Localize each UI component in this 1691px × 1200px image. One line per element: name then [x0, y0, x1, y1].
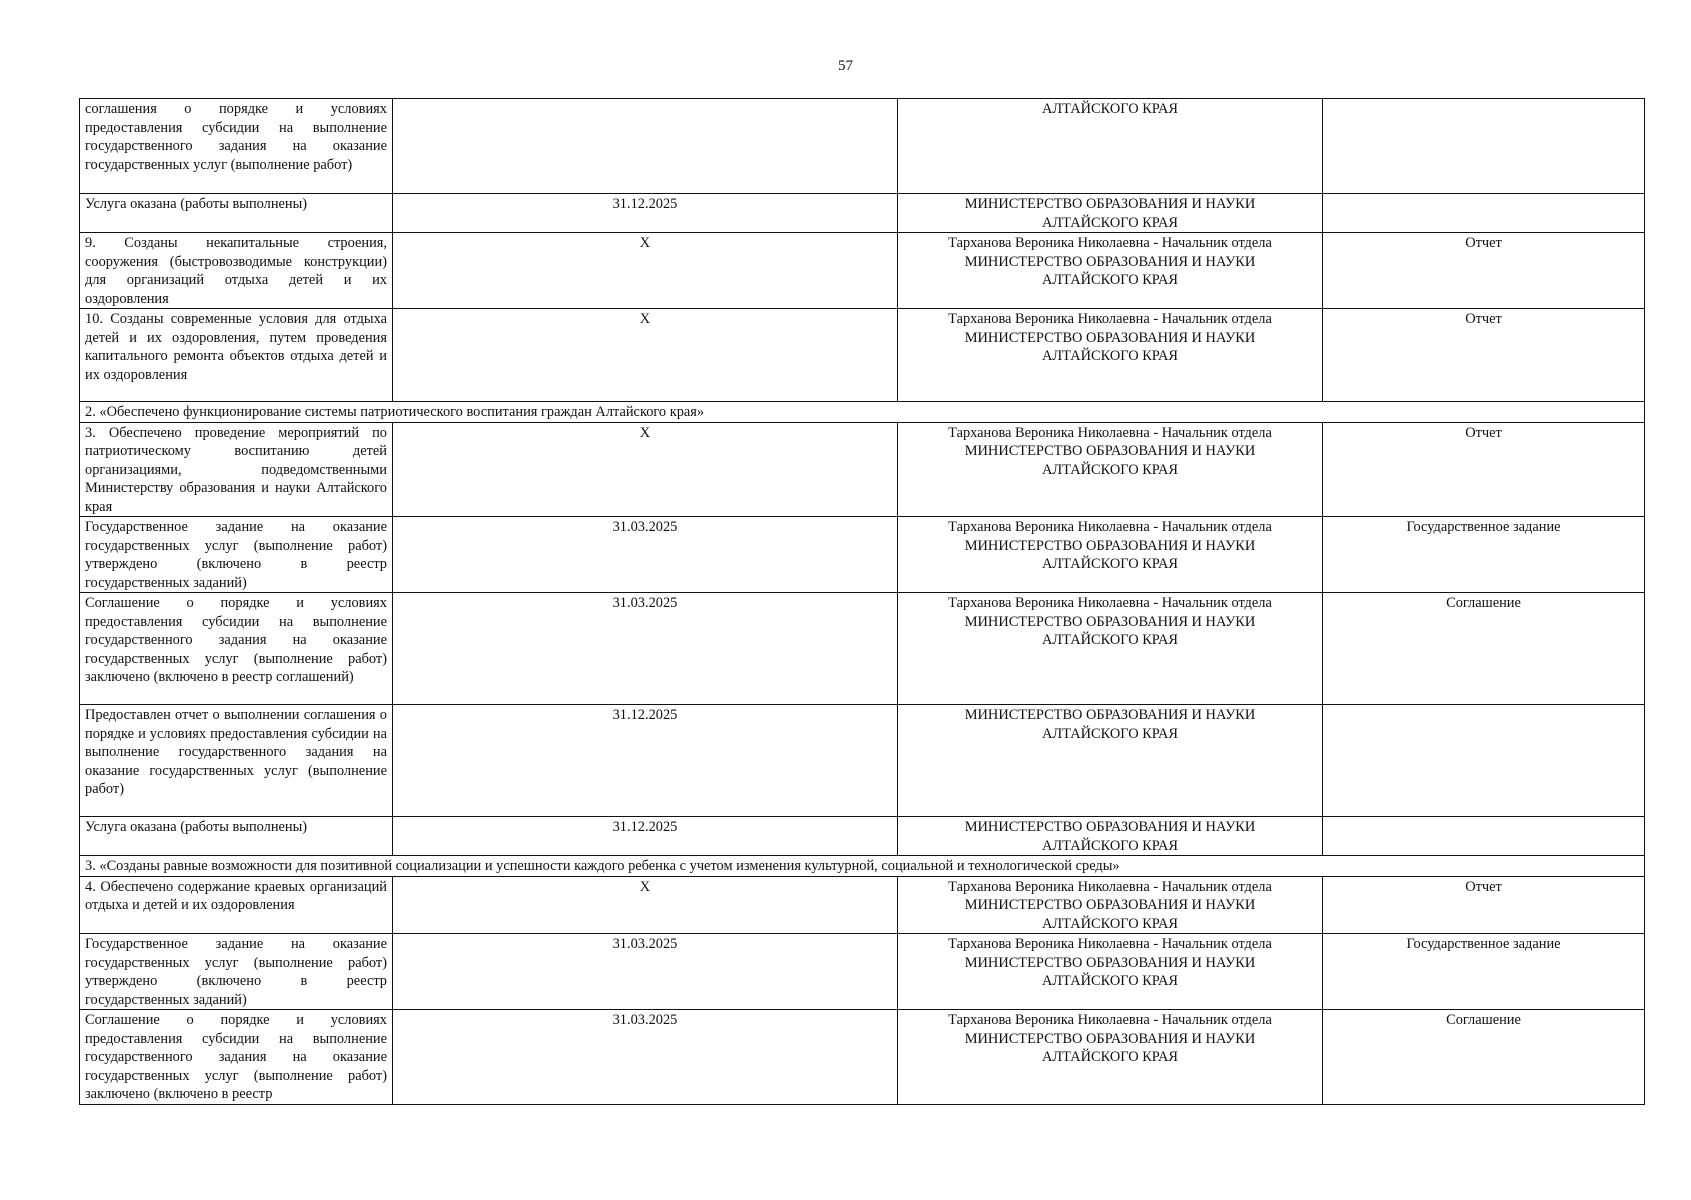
- document-type: Государственное задание: [1323, 517, 1645, 593]
- responsible-line: МИНИСТЕРСТВО ОБРАЗОВАНИЯ И НАУКИ: [964, 443, 1256, 459]
- document-type: Соглашение: [1323, 1010, 1645, 1105]
- event-description: Государственное задание на оказание государственных услуг (выполнение работ) утверждено (включено в реестр государственных заданий): [80, 934, 393, 1010]
- section-row: [80, 402, 1645, 423]
- section-row: [80, 856, 1645, 877]
- responsible-line: АЛТАЙСКОГО КРАЯ: [1042, 837, 1178, 854]
- responsible-executor: [898, 422, 1323, 517]
- responsible-line: АЛТАЙСКОГО КРАЯ: [1042, 632, 1178, 648]
- document-type: [1323, 194, 1645, 233]
- responsible-line: Тарханова Вероника Николаевна - Начальник отдела: [948, 878, 1272, 895]
- table-row: [80, 309, 1645, 402]
- event-description: Соглашение о порядке и условиях предоставления субсидии на выполнение государственного задания на оказание государственных услуг (выполнение работ) заключено (включено в реестр соглашений): [80, 593, 393, 705]
- table-row: [80, 517, 1645, 593]
- event-date: X: [393, 876, 898, 934]
- responsible-line: АЛТАЙСКОГО КРАЯ: [1042, 556, 1178, 572]
- document-type: [1323, 99, 1645, 194]
- section-heading: 2. «Обеспечено функционирование системы патриотического воспитания граждан Алтайского края»: [80, 402, 1645, 423]
- responsible-line: АЛТАЙСКОГО КРАЯ: [1042, 973, 1178, 989]
- event-description: 10. Созданы современные условия для отдыха детей и их оздоровления, путем проведения капитального ремонта объектов отдыха детей и их оздоровления: [80, 309, 393, 402]
- responsible-executor: [898, 1010, 1323, 1105]
- event-date: 31.12.2025: [393, 705, 898, 817]
- table-row: [80, 99, 1645, 194]
- responsible-executor: [898, 309, 1323, 402]
- responsible-line: АЛТАЙСКОГО КРАЯ: [1042, 348, 1178, 364]
- responsible-line: АЛТАЙСКОГО КРАЯ: [1042, 272, 1178, 288]
- responsible-line: АЛТАЙСКОГО КРАЯ: [1042, 725, 1178, 742]
- table-row: [80, 194, 1645, 233]
- responsible-line: АЛТАЙСКОГО КРАЯ: [1042, 461, 1178, 478]
- table-row: [80, 1010, 1645, 1105]
- table-row: [80, 934, 1645, 1010]
- table-row: [80, 876, 1645, 934]
- table-row: [80, 817, 1645, 856]
- document-type: Отчет: [1323, 233, 1645, 309]
- event-date: 31.03.2025: [393, 934, 898, 1010]
- document-type: Отчет: [1323, 309, 1645, 402]
- event-description: Услуга оказана (работы выполнены): [80, 194, 393, 233]
- document-type: Отчет: [1323, 422, 1645, 517]
- responsible-line: АЛТАЙСКОГО КРАЯ: [1042, 915, 1178, 932]
- responsible-executor: [898, 99, 1323, 194]
- table-row: [80, 593, 1645, 705]
- document-type: [1323, 817, 1645, 856]
- event-description: 3. Обеспечено проведение мероприятий по патриотическому воспитанию детей организациями, подведомственными Министерству образования и науки Алтайского края: [80, 422, 393, 517]
- event-description: 4. Обеспечено содержание краевых организаций отдыха и детей и их оздоровления: [80, 876, 393, 934]
- event-date: X: [393, 422, 898, 517]
- page-number: 57: [838, 58, 853, 74]
- table-row: [80, 705, 1645, 817]
- event-description: Предоставлен отчет о выполнении соглашения о порядке и условиях предоставления субсидии на выполнение государственного задания на оказание государственных услуг (выполнение работ): [80, 705, 393, 817]
- responsible-executor: [898, 517, 1323, 593]
- document-type: Соглашение: [1323, 593, 1645, 705]
- responsible-line: АЛТАЙСКОГО КРАЯ: [1042, 101, 1178, 117]
- responsible-line: Тарханова Вероника Николаевна - Начальник отдела: [948, 311, 1272, 327]
- document-type: Государственное задание: [1323, 934, 1645, 1010]
- responsible-line: Тарханова Вероника Николаевна - Начальник отдела: [948, 936, 1272, 952]
- responsible-line: Тарханова Вероника Николаевна - Начальник отдела: [948, 519, 1272, 535]
- event-date: 31.03.2025: [393, 517, 898, 593]
- document-type: Отчет: [1323, 876, 1645, 934]
- responsible-line: МИНИСТЕРСТВО ОБРАЗОВАНИЯ И НАУКИ: [964, 613, 1256, 630]
- event-date: X: [393, 309, 898, 402]
- plan-table-body: [80, 99, 1645, 1105]
- responsible-line: Тарханова Вероника Николаевна - Начальник отдела: [948, 595, 1272, 611]
- responsible-executor: [898, 934, 1323, 1010]
- event-date: X: [393, 233, 898, 309]
- section-heading: 3. «Созданы равные возможности для позитивной социализации и успешности каждого ребенка с учетом изменения культурной, социальной и технологической среды»: [80, 856, 1645, 877]
- table-row: [80, 233, 1645, 309]
- responsible-executor: [898, 705, 1323, 817]
- responsible-line: МИНИСТЕРСТВО ОБРАЗОВАНИЯ И НАУКИ: [964, 537, 1256, 554]
- responsible-line: МИНИСТЕРСТВО ОБРАЗОВАНИЯ И НАУКИ: [964, 897, 1256, 913]
- responsible-line: МИНИСТЕРСТВО ОБРАЗОВАНИЯ И НАУКИ: [964, 329, 1256, 346]
- plan-table: [79, 98, 1645, 1105]
- event-description: Услуга оказана (работы выполнены): [80, 817, 393, 856]
- responsible-line: Тарханова Вероника Николаевна - Начальник отдела: [948, 424, 1272, 441]
- responsible-line: МИНИСТЕРСТВО ОБРАЗОВАНИЯ И НАУКИ: [964, 707, 1256, 723]
- responsible-line: МИНИСТЕРСТВО ОБРАЗОВАНИЯ И НАУКИ: [964, 954, 1256, 971]
- event-description: соглашения о порядке и условиях предоставления субсидии на выполнение государственного задания на оказание государственных услуг (выполнение работ): [80, 99, 393, 194]
- responsible-executor: [898, 817, 1323, 856]
- responsible-executor: [898, 593, 1323, 705]
- event-date: 31.03.2025: [393, 1010, 898, 1105]
- responsible-line: АЛТАЙСКОГО КРАЯ: [1042, 214, 1178, 231]
- responsible-line: Тарханова Вероника Николаевна - Начальник отдела: [948, 235, 1272, 251]
- document-type: [1323, 705, 1645, 817]
- event-date: 31.12.2025: [393, 817, 898, 856]
- responsible-executor: [898, 876, 1323, 934]
- event-date: [393, 99, 898, 194]
- event-description: 9. Созданы некапитальные строения, сооружения (быстровозводимые конструкции) для организаций отдыха детей и их оздоровления: [80, 233, 393, 309]
- event-description: Государственное задание на оказание государственных услуг (выполнение работ) утверждено (включено в реестр государственных заданий): [80, 517, 393, 593]
- responsible-line: МИНИСТЕРСТВО ОБРАЗОВАНИЯ И НАУКИ: [964, 253, 1256, 270]
- event-date: 31.03.2025: [393, 593, 898, 705]
- event-description: Соглашение о порядке и условиях предоставления субсидии на выполнение государственного задания на оказание государственных услуг (выполнение работ) заключено (включено в реестр: [80, 1010, 393, 1105]
- responsible-line: МИНИСТЕРСТВО ОБРАЗОВАНИЯ И НАУКИ: [964, 1030, 1256, 1047]
- event-date: 31.12.2025: [393, 194, 898, 233]
- responsible-line: МИНИСТЕРСТВО ОБРАЗОВАНИЯ И НАУКИ: [964, 819, 1256, 835]
- responsible-executor: [898, 194, 1323, 233]
- responsible-line: АЛТАЙСКОГО КРАЯ: [1042, 1049, 1178, 1065]
- table-row: [80, 422, 1645, 517]
- responsible-line: МИНИСТЕРСТВО ОБРАЗОВАНИЯ И НАУКИ: [964, 196, 1256, 212]
- responsible-executor: [898, 233, 1323, 309]
- responsible-line: Тарханова Вероника Николаевна - Начальник отдела: [948, 1012, 1272, 1028]
